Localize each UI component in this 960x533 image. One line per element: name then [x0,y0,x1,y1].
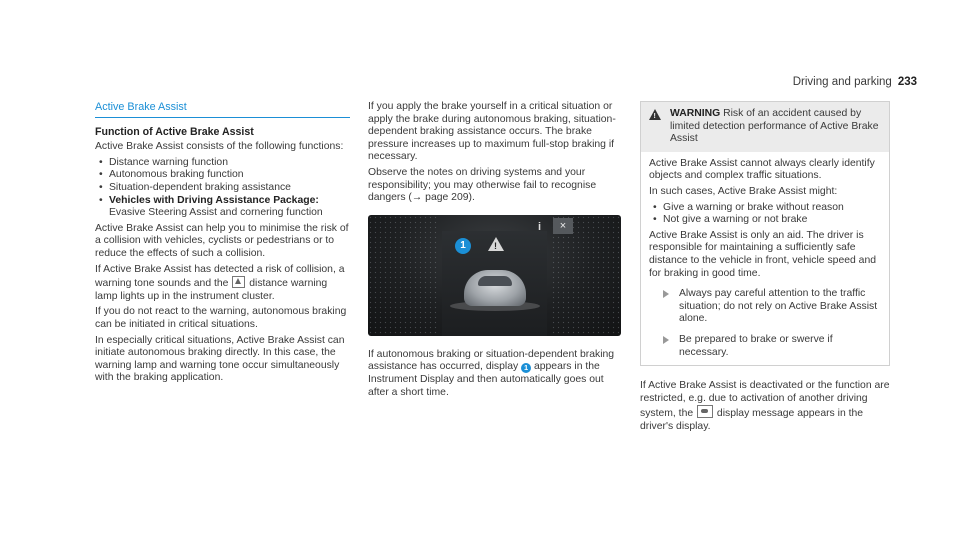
warning-title: Risk of an accident caused by limited detection performance of Active Brake Assist [670,108,879,145]
paragraph: Active Brake Assist consists of the following functions: [95,141,344,153]
warning-icon [649,109,661,120]
list-item [95,195,350,220]
paragraph [368,349,621,399]
paragraph-text: If autonomous braking or situation-dependent braking assistance has occurred, display [368,348,615,373]
action-item: Be prepared to brake or swerve if necessary. [649,334,881,359]
paragraph: Active Brake Assist is only an aid. The driver is responsible for maintaining a sufficiently safe distance to the vehicle in front, vehicle speed and for braking in good time. [649,229,877,279]
list-item: • Give a warning or brake without reason [649,202,881,215]
function-list [95,157,350,220]
distance-warning-icon [232,276,245,288]
subtitle: Function of Active Brake Assist [95,125,254,138]
list-item: • Situation-dependent braking assistance [95,182,350,195]
paragraph: Observe the notes on driving systems and your responsibility; you may otherwise fail to recognise dangers (→ page 209). [368,166,597,204]
paragraph: Active Brake Assist cannot always clearly identify objects and complex traffic situations. [649,157,875,182]
paragraph-text: display message appears in the driver's display. [640,408,864,432]
header-section: Driving and parking [792,76,892,88]
section-title: Active Brake Assist [95,101,350,118]
paragraph: In especially critical situations, Active Brake Assist can initiate autonomous braking directly. In this case, the warning lamp and warning tone occur simultaneously with the braking application. [95,334,345,384]
paragraph: In such cases, Active Brake Assist might: [649,185,838,197]
info-icon: i [538,220,542,233]
warning-header [641,102,889,152]
paragraph: If you do not react to the warning, autonomous braking can be initiated in critical situations. [95,306,347,330]
car-icon [464,270,526,306]
display-dots-left [368,215,438,336]
page-number: 233 [897,76,917,88]
column-middle [368,101,621,402]
column-right [640,101,890,436]
callout-number-inline: 1 [521,363,531,373]
warning-heading [670,108,881,146]
action-item: Always pay careful attention to the traffic situation; do not rely on Active Brake Assist alone. [649,288,881,326]
assist-off-icon [697,405,713,418]
paragraph-text: appears in the Instrument Display and then automatically goes out after a short time. [368,361,604,398]
warning-triangle-icon [488,237,504,251]
paragraph [95,264,350,304]
paragraph-text: If Active Brake Assist has detected a risk of collision, a warning tone sounds and the [95,263,345,290]
close-icon: × [553,218,573,234]
list-item: • Distance warning function [95,157,350,170]
list-item: • Autonomous braking function [95,169,350,182]
warning-box [640,101,890,366]
warning-body [641,152,889,365]
warning-label: WARNING [670,108,721,119]
paragraph: Active Brake Assist can help you to minimise the risk of a collision with vehicles, cyclists or pedestrians or to reduce the effects of such a collision. [95,222,349,259]
list-item: • Not give a warning or not brake [649,214,881,227]
instrument-display-image [368,215,621,336]
page-header [793,76,917,88]
paragraph-text: If Active Brake Assist is deactivated or the function are restricted, e.g. due to activation of another driving system, the [640,380,890,420]
list-item-text: Evasive Steering Assist and cornering function [109,207,323,219]
warning-list [649,202,881,227]
paragraph: If you apply the brake yourself in a critical situation or apply the brake during autonomous braking, situation-dependent braking assistance occurs. The brake pressure increases up to maximum full-stop braking if necessary. [368,101,616,163]
callout-number: 1 [455,238,471,254]
column-left [95,101,350,388]
list-item-bold: Vehicles with Driving Assistance Package: [109,194,319,206]
paragraph-text: distance warning lamp lights up in the instrument cluster. [95,278,328,302]
paragraph [640,380,890,433]
